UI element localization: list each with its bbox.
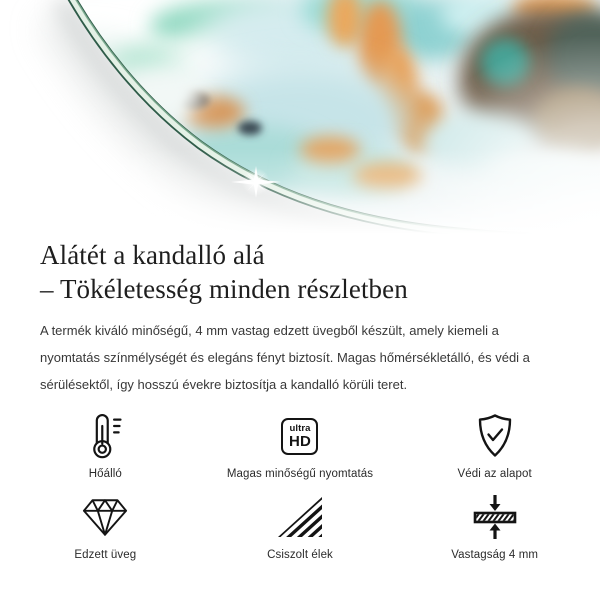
ultra-hd-badge-top: ultra: [289, 422, 311, 434]
feature-item-tempered-glass: [8, 492, 203, 562]
product-description: A termék kiváló minőségű, 4 mm vastag edzett üvegből készült, amely kiemeli a nyomtatás színmélységét és elegáns fényt biztosít. Magas hőmérsékletálló, és védi a sérülésektől, így hosszú évekre biztosítja a kandalló körüli teret.: [40, 323, 530, 392]
page-title-line1: Alátét a kandalló alá: [40, 240, 265, 270]
feature-label: Edzett üveg: [74, 549, 137, 561]
thickness-icon: [472, 492, 518, 542]
feature-item-protects-base: [397, 411, 592, 481]
feature-item-polished-edges: [203, 492, 398, 562]
features-grid: [0, 411, 600, 562]
feature-item-heat-resistant: [8, 411, 203, 481]
feature-item-thickness: [397, 492, 592, 562]
shield-check-icon: [475, 411, 515, 461]
ultra-hd-badge-bottom: HD: [288, 432, 312, 450]
product-text-section: [0, 238, 600, 398]
feature-label: Vastagság 4 mm: [451, 549, 539, 561]
feature-item-ultra-hd-print: [203, 411, 398, 481]
page-title: [40, 238, 560, 306]
diamond-icon: [82, 492, 128, 542]
feature-label: Védi az alapot: [457, 468, 532, 480]
thermometer-icon: [85, 411, 125, 461]
page-title-line2: – Tökéletesség minden részletben: [40, 274, 408, 304]
feature-label: Magas minőségű nyomtatás: [226, 468, 374, 480]
polished-edges-icon: [277, 492, 323, 542]
feature-label: Hőálló: [88, 468, 122, 480]
feature-label: Csiszolt élek: [267, 549, 333, 561]
glass-pad-image: [0, 0, 600, 234]
hero-product-photo: [0, 0, 600, 234]
ultra-hd-icon: [281, 411, 318, 461]
